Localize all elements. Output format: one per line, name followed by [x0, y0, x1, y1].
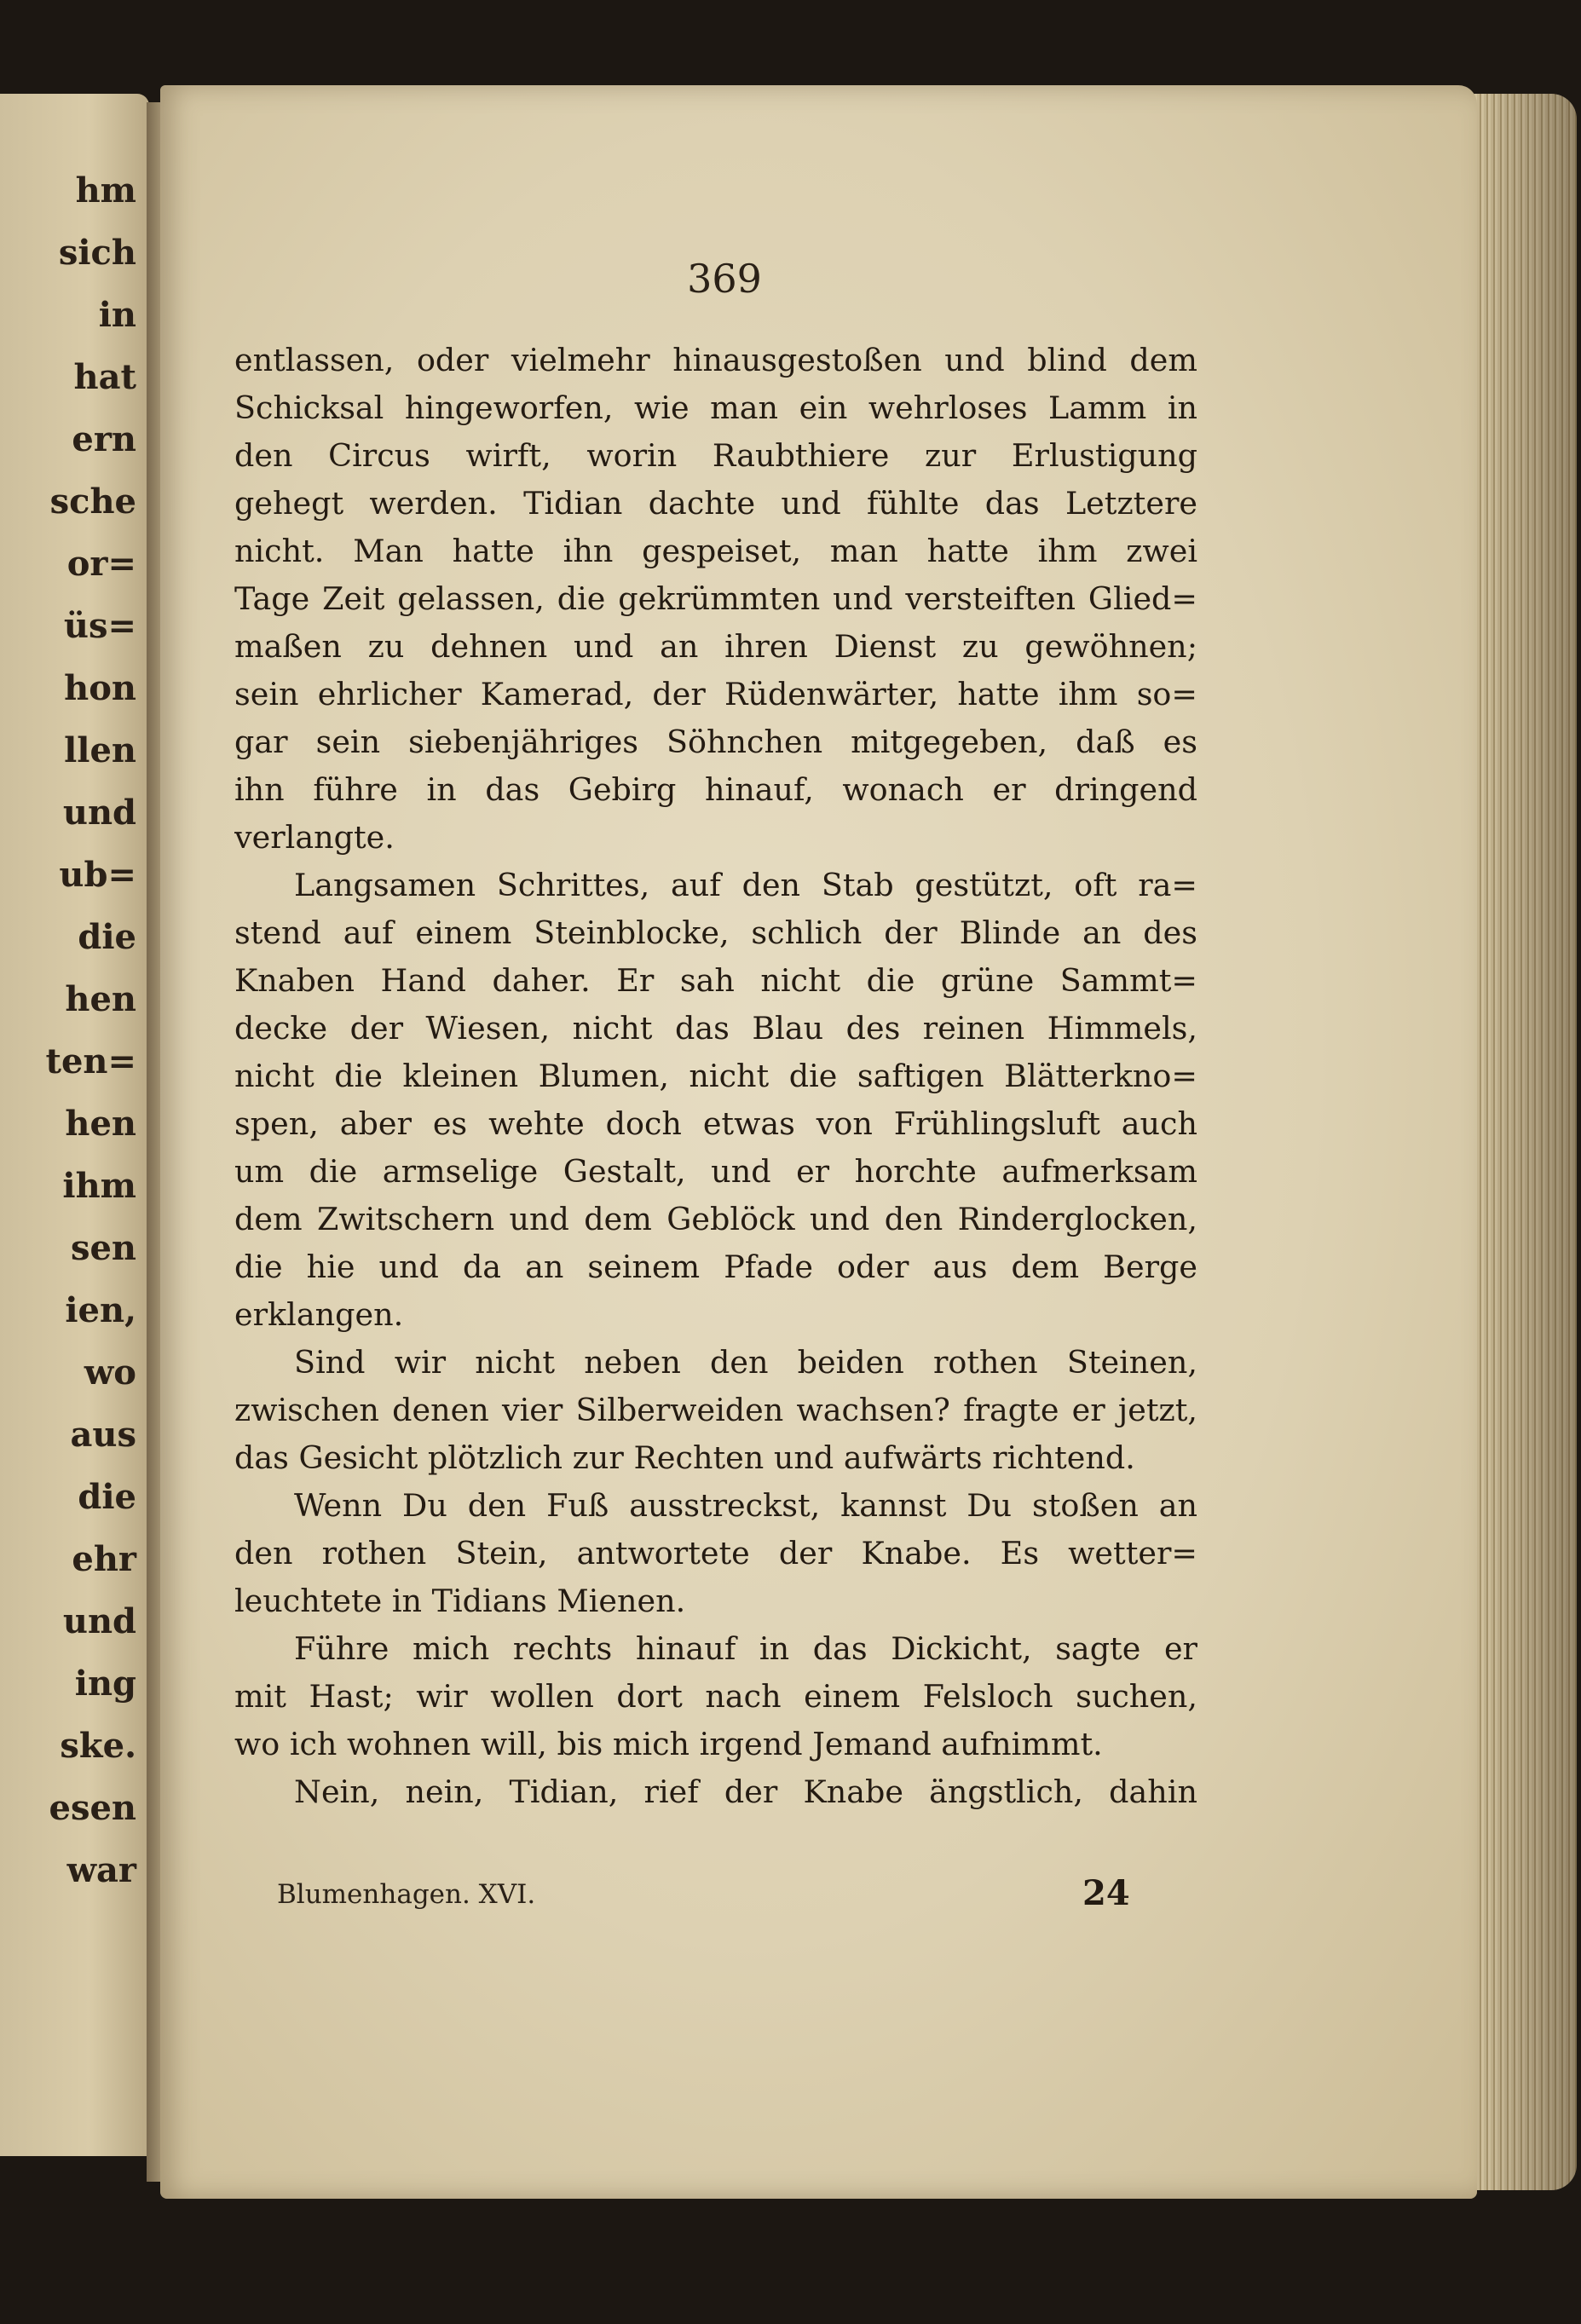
left-page-fragment: sen	[70, 1228, 136, 1268]
left-page-fragment: ehr	[72, 1539, 136, 1579]
text-line: mit Hast; wir wollen dort nach einem Felsloch suchen,	[234, 1678, 1197, 1715]
left-page-text-fragments	[0, 170, 149, 1917]
left-page-fragment: die	[78, 1477, 136, 1517]
left-page-fragment: in	[98, 295, 136, 335]
text-line: dem Zwitschern und dem Geblöck und den Rinderglocken,	[234, 1201, 1197, 1237]
left-page-fragment: or=	[66, 544, 136, 584]
text-line: leuchtete in Tidians Mienen.	[234, 1583, 686, 1619]
text-line: Schicksal hingeworfen, wie man ein wehrloses Lamm in	[234, 389, 1197, 426]
page-number: 369	[687, 256, 762, 302]
left-page-fragment: esen	[49, 1788, 136, 1828]
left-page-fragment: ien,	[65, 1290, 136, 1330]
left-page-fragment: üs=	[63, 606, 136, 646]
text-line: Sind wir nicht neben den beiden rothen Steinen,	[294, 1344, 1197, 1381]
left-page-fragment: war	[66, 1850, 136, 1890]
left-page-fragment: hm	[75, 170, 136, 210]
left-page-fragment: ihm	[62, 1166, 136, 1206]
left-page-fragment: wo	[84, 1352, 136, 1393]
footer-signature: Blumenhagen. XVI.	[277, 1879, 536, 1910]
footer-sheet-number: 24	[1082, 1873, 1130, 1913]
text-line: Knaben Hand daher. Er sah nicht die grüne Sammt=	[234, 962, 1197, 999]
text-line: um die armselige Gestalt, und er horchte aufmerksam	[234, 1153, 1197, 1190]
text-line: wo ich wohnen will, bis mich irgend Jemand aufnimmt.	[234, 1726, 1103, 1762]
text-line: Nein, nein, Tidian, rief der Knabe ängstlich, dahin	[294, 1773, 1197, 1810]
text-line: ihn führe in das Gebirg hinauf, wonach er dringend	[234, 771, 1197, 808]
left-page-fragment: sich	[58, 233, 136, 273]
left-page-fragment: ing	[74, 1664, 136, 1704]
left-page-fragment: llen	[64, 730, 136, 770]
text-line: gehegt werden. Tidian dachte und fühlte das Letztere	[234, 485, 1197, 522]
left-page-fragment: aus	[70, 1415, 136, 1455]
text-line: sein ehrlicher Kamerad, der Rüdenwärter, hatte ihm so=	[234, 676, 1197, 712]
left-page-fragment: und	[62, 1601, 136, 1641]
left-page-fragment: ten=	[45, 1041, 136, 1081]
text-line: die hie und da an seinem Pfade oder aus dem Berge	[234, 1249, 1197, 1285]
text-line: gar sein siebenjähriges Söhnchen mitgegeben, daß es	[234, 724, 1197, 760]
text-line: den rothen Stein, antwortete der Knabe. Es wetter=	[234, 1535, 1197, 1571]
left-page-fragment: und	[62, 793, 136, 833]
left-page-fragment: ske.	[60, 1726, 136, 1766]
text-line: decke der Wiesen, nicht das Blau des reinen Himmels,	[234, 1010, 1197, 1047]
text-line: stend auf einem Steinblocke, schlich der Blinde an des	[234, 914, 1197, 951]
text-line: Führe mich rechts hinauf in das Dickicht, sagte er	[294, 1630, 1197, 1667]
text-line: maßen zu dehnen und an ihren Dienst zu gewöhnen;	[234, 628, 1197, 665]
text-line: erklangen.	[234, 1296, 404, 1333]
text-line: Langsamen Schrittes, auf den Stab gestützt, oft ra=	[294, 867, 1197, 903]
left-page-fragment: ub=	[59, 855, 136, 895]
text-line: verlangte.	[234, 819, 395, 856]
page-edges-shade	[1470, 94, 1577, 2190]
left-page-fragment: hen	[65, 1104, 136, 1144]
text-line: Wenn Du den Fuß ausstreckst, kannst Du stoßen an	[294, 1487, 1197, 1524]
text-line: den Circus wirft, worin Raubthiere zur Erlustigung	[234, 437, 1197, 474]
left-page-fragment: sche	[49, 482, 136, 522]
body-text	[234, 337, 1197, 1816]
left-page-fragment: die	[78, 917, 136, 957]
text-line: das Gesicht plötzlich zur Rechten und aufwärts richtend.	[234, 1439, 1135, 1476]
text-line: zwischen denen vier Silberweiden wachsen? fragte er jetzt,	[234, 1392, 1197, 1428]
text-line: spen, aber es wehte doch etwas von Frühlingsluft auch	[234, 1105, 1197, 1142]
text-line: entlassen, oder vielmehr hinausgestoßen und blind dem	[234, 342, 1197, 378]
left-page-fragment: ern	[72, 419, 136, 459]
left-page-fragment: hon	[64, 668, 136, 708]
text-line: nicht. Man hatte ihn gespeiset, man hatte ihm zwei	[234, 533, 1197, 569]
text-line: Tage Zeit gelassen, die gekrümmten und versteiften Glied=	[234, 580, 1197, 617]
left-page-fragment: hen	[65, 979, 136, 1019]
left-page-fragment: hat	[73, 357, 136, 397]
text-line: nicht die kleinen Blumen, nicht die saftigen Blätterkno=	[234, 1058, 1197, 1094]
